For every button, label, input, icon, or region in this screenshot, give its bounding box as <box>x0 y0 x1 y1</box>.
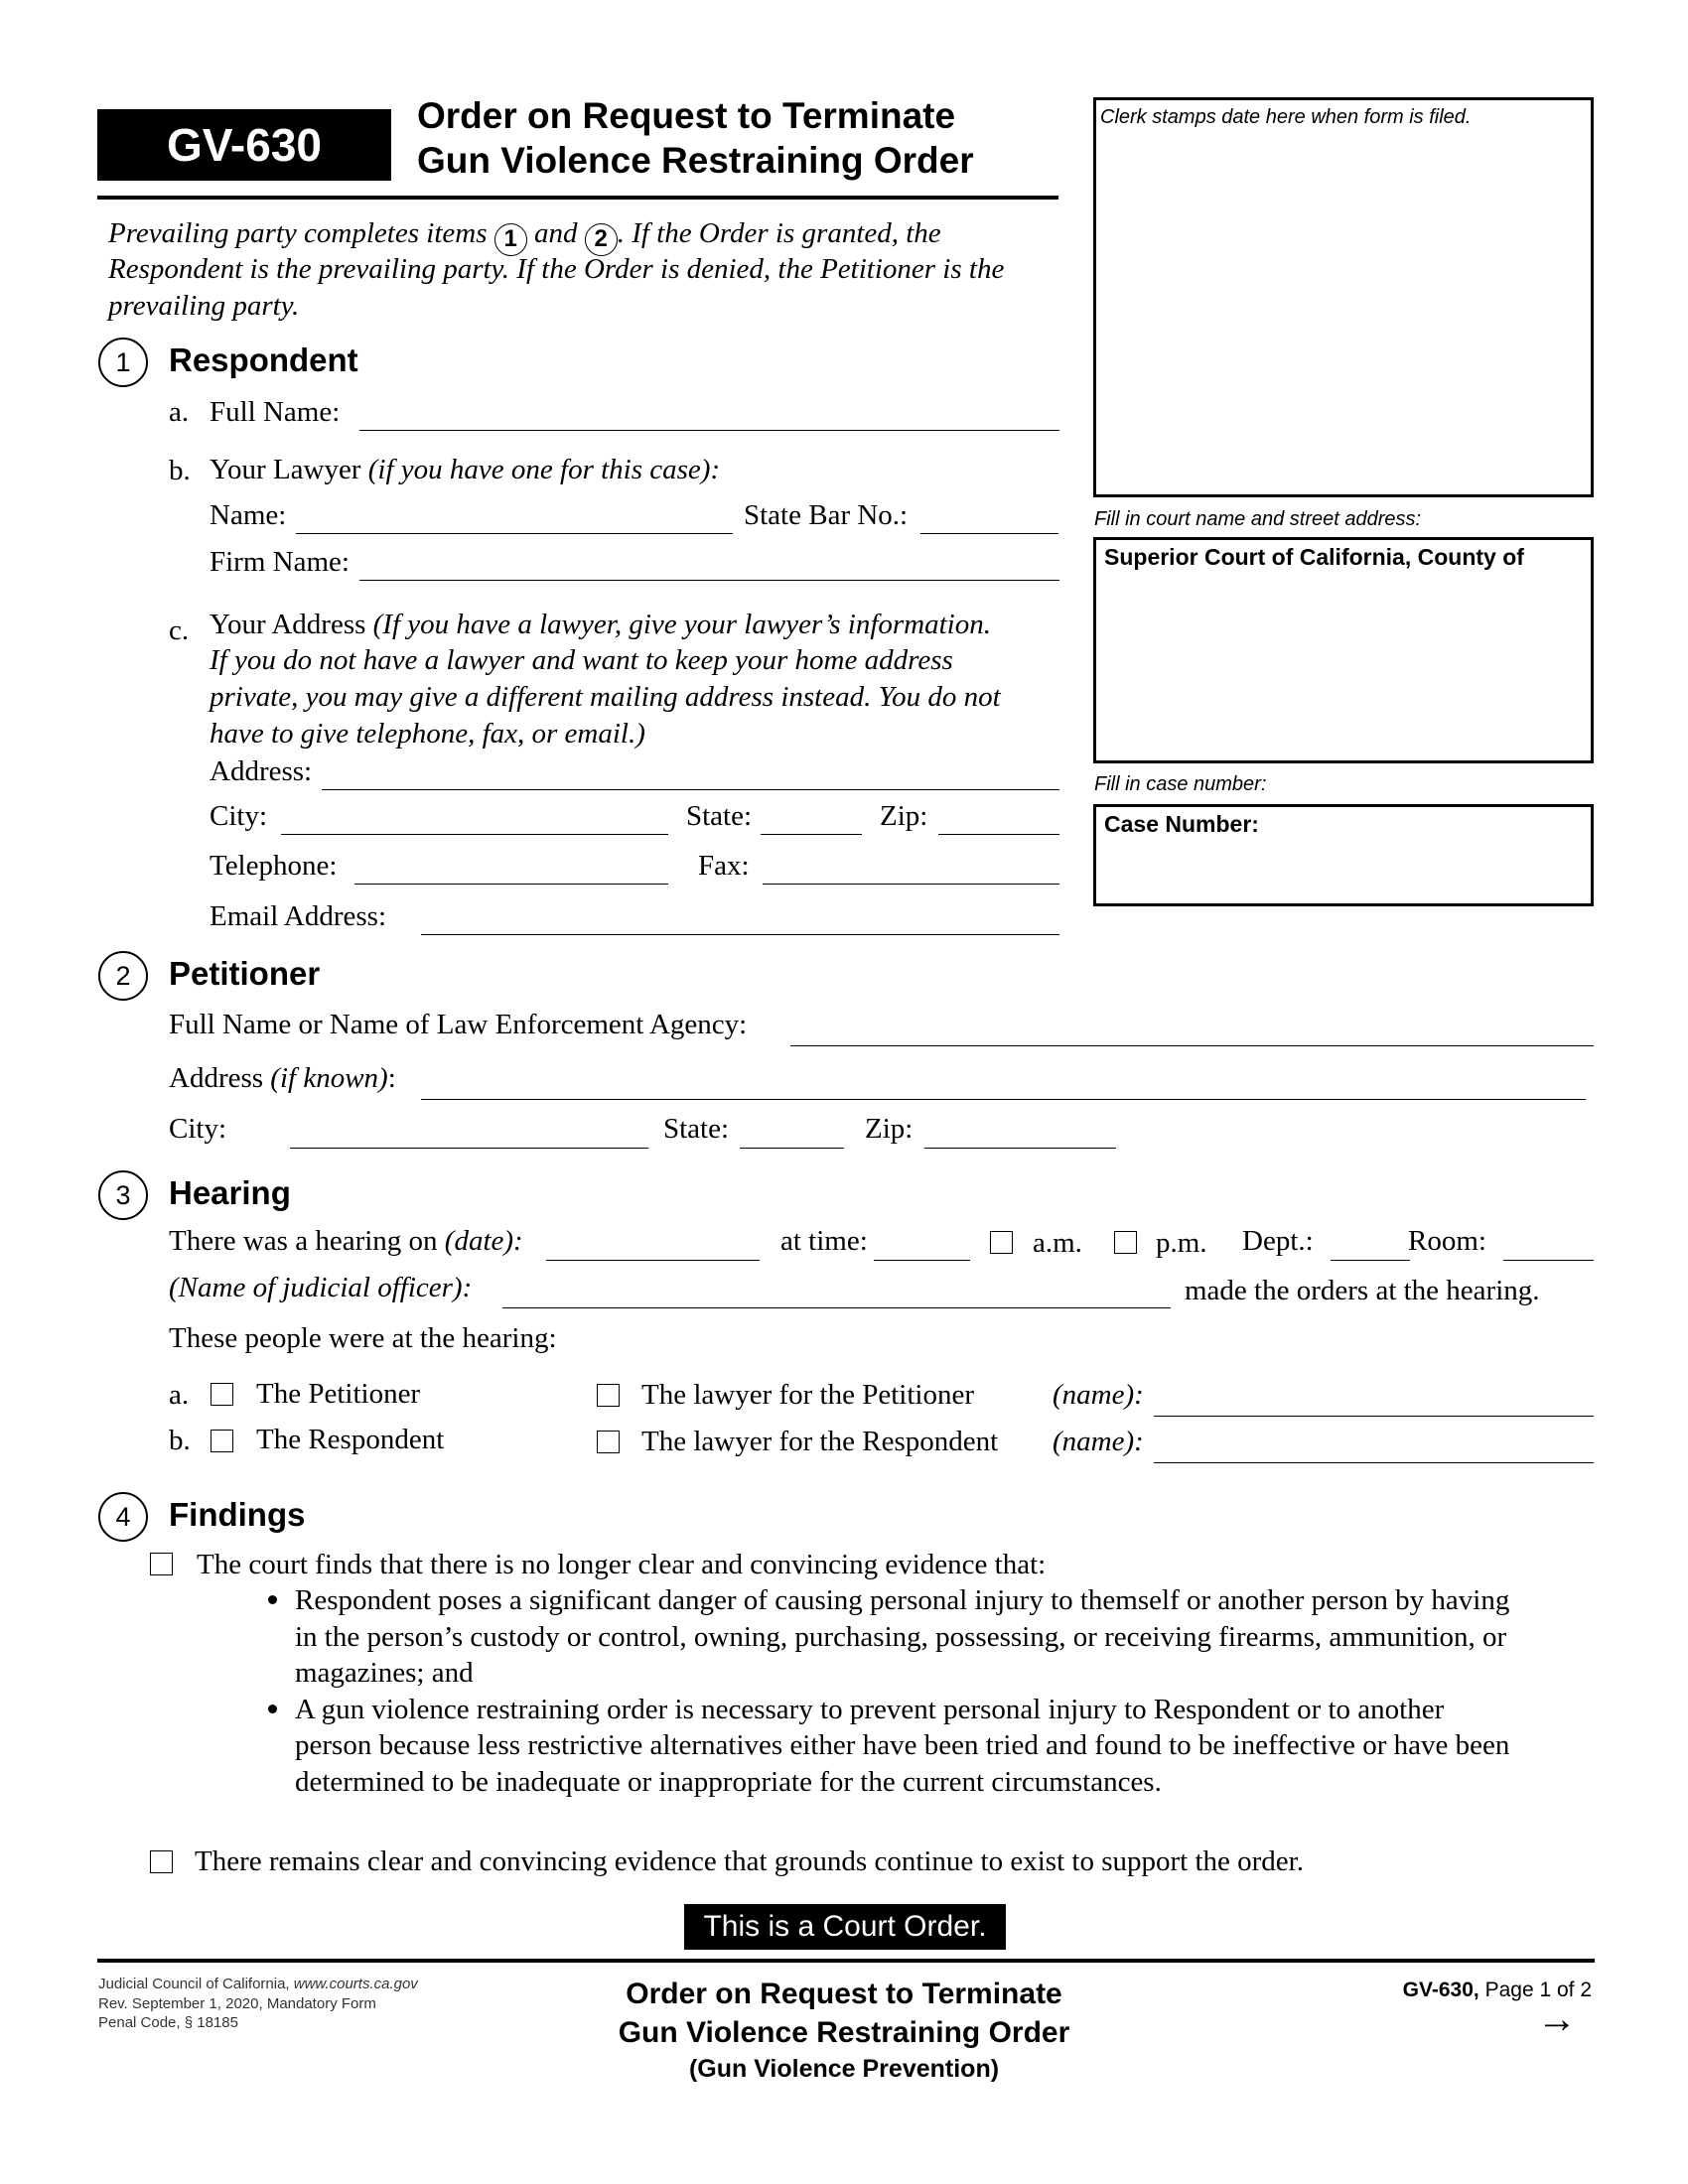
dept-label: Dept.: <box>1242 1225 1314 1257</box>
bullet-2-marker <box>268 1705 277 1713</box>
state-bar-input[interactable] <box>920 507 1058 531</box>
item-2-marker: 2 <box>585 223 618 256</box>
room-label: Room: <box>1408 1225 1486 1257</box>
header-rule <box>97 196 1058 200</box>
address-note-3: private, you may give a different mailing address instead. You do not <box>210 681 1001 713</box>
footer-rule <box>97 1959 1595 1963</box>
petitioner-city-input[interactable] <box>290 1122 648 1146</box>
fax-input[interactable] <box>763 858 1059 882</box>
respondent-present-checkbox[interactable] <box>211 1430 233 1452</box>
attendee-b-letter: b. <box>169 1425 191 1456</box>
intro-line-3: prevailing party. <box>108 290 300 322</box>
respondent-city-line <box>281 834 668 835</box>
respondent-address-label: Address: <box>210 755 313 787</box>
respondent-state-input[interactable] <box>761 808 862 832</box>
am-checkbox[interactable] <box>990 1231 1013 1254</box>
lawyer-heading <box>210 453 720 486</box>
firm-name-input[interactable] <box>359 554 1059 578</box>
bullet-1-marker <box>268 1595 277 1604</box>
lawyer-petitioner-checkbox[interactable] <box>597 1384 620 1407</box>
lawyer-petitioner-name-line <box>1154 1416 1594 1417</box>
address-note-4: have to give telephone, fax, or email.) <box>210 718 645 750</box>
lawyer-respondent-name-note: (name): <box>1053 1426 1144 1457</box>
petitioner-state-label: State: <box>663 1113 730 1145</box>
lawyer-respondent-checkbox[interactable] <box>597 1431 620 1453</box>
footer-council-line <box>98 1976 418 1992</box>
hearing-date-line <box>546 1260 760 1261</box>
petitioner-full-name-line <box>790 1045 1594 1046</box>
email-input[interactable] <box>421 908 1059 932</box>
finding-evidence-remains-text: There remains clear and convincing evidence that grounds continue to exist to support the order. <box>195 1845 1304 1877</box>
footer-revision: Rev. September 1, 2020, Mandatory Form <box>98 1995 376 2012</box>
case-number-label: Case Number: <box>1104 811 1259 837</box>
respondent-zip-label: Zip: <box>880 800 928 832</box>
lawyer-name-input[interactable] <box>296 507 733 531</box>
firm-name-label: Firm Name: <box>210 546 350 578</box>
petitioner-full-name-label: Full Name or Name of Law Enforcement Agency: <box>169 1009 748 1040</box>
hearing-date-note: (date): <box>444 1225 523 1257</box>
section-3-number: 3 <box>98 1170 148 1220</box>
petitioner-zip-input[interactable] <box>924 1122 1116 1146</box>
judicial-officer-label: (Name of judicial officer): <box>169 1272 473 1303</box>
petitioner-address-input[interactable] <box>421 1073 1586 1097</box>
respondent-zip-line <box>938 834 1059 835</box>
bullet-2-line-3: determined to be inadequate or inappropriate for the current circumstances. <box>295 1766 1162 1798</box>
lawyer-label: Your Lawyer <box>210 454 361 485</box>
lawyer-petitioner-name-input[interactable] <box>1154 1390 1594 1414</box>
petitioner-city-label: City: <box>169 1113 227 1145</box>
petitioner-address-label: Address <box>169 1062 264 1094</box>
footer-title-line3: (Gun Violence Prevention) <box>688 2055 1000 2083</box>
state-bar-line <box>920 533 1058 534</box>
bullet-2-line-2: person because less restrictive alternatives either have been tried and found to be ineffective or have been <box>295 1729 1510 1761</box>
respondent-city-input[interactable] <box>281 808 668 832</box>
court-order-banner: This is a Court Order. <box>684 1904 1006 1950</box>
judicial-officer-line <box>502 1307 1171 1308</box>
hearing-time-line <box>874 1260 970 1261</box>
address-note-2: If you do not have a lawyer and want to keep your home address <box>210 644 953 676</box>
form-id-badge: GV-630 <box>97 109 391 181</box>
section-4-title: Findings <box>169 1496 306 1533</box>
hearing-date-input[interactable] <box>546 1234 760 1258</box>
footer-title-line1: Order on Request to Terminate <box>626 1978 1062 2010</box>
item-1b-letter: b. <box>169 455 191 486</box>
room-input[interactable] <box>1503 1234 1594 1258</box>
section-2-title: Petitioner <box>169 955 321 992</box>
next-page-arrow-icon[interactable]: → <box>1537 1997 1577 2041</box>
lawyer-respondent-label: The lawyer for the Respondent <box>641 1426 999 1457</box>
people-at-hearing-label: These people were at the hearing: <box>169 1322 557 1354</box>
hearing-date-label-group <box>169 1224 523 1258</box>
pm-checkbox[interactable] <box>1114 1231 1137 1254</box>
respondent-full-name-line <box>359 430 1059 431</box>
finding-evidence-remains-checkbox[interactable] <box>150 1850 173 1873</box>
petitioner-state-input[interactable] <box>740 1122 844 1146</box>
petitioner-full-name-input[interactable] <box>790 1020 1594 1043</box>
clerk-stamp-label: Clerk stamps date here when form is filed. <box>1100 106 1472 128</box>
section-4-number: 4 <box>98 1492 148 1542</box>
respondent-city-label: City: <box>210 800 268 832</box>
address-heading: Your Address <box>210 609 366 640</box>
email-line <box>421 934 1059 935</box>
intro-text-a: Prevailing party completes items <box>108 217 488 249</box>
dept-line <box>1331 1260 1410 1261</box>
form-title-line2: Gun Violence Restraining Order <box>417 140 974 181</box>
petitioner-city-line <box>290 1148 648 1149</box>
firm-name-line <box>359 580 1059 581</box>
bullet-1-line-1: Respondent poses a significant danger of causing personal injury to themself or another person by having <box>295 1584 1510 1616</box>
petitioner-address-colon: : <box>387 1062 396 1094</box>
respondent-full-name-label: Full Name: <box>210 396 341 428</box>
state-bar-label: State Bar No.: <box>744 499 909 531</box>
lawyer-respondent-name-input[interactable] <box>1154 1436 1594 1460</box>
footer-code: Penal Code, § 18185 <box>98 2014 238 2031</box>
telephone-label: Telephone: <box>210 850 338 882</box>
respondent-state-line <box>761 834 862 835</box>
petitioner-present-checkbox[interactable] <box>211 1383 233 1406</box>
bullet-2-line-1: A gun violence restraining order is necessary to prevent personal injury to Respondent or to another <box>295 1694 1445 1725</box>
lawyer-petitioner-label: The lawyer for the Petitioner <box>641 1379 974 1411</box>
address-note-1: (If you have a lawyer, give your lawyer’s information. <box>372 609 991 640</box>
email-label: Email Address: <box>210 900 387 932</box>
case-number-instruction: Fill in case number: <box>1094 773 1267 795</box>
telephone-line <box>354 884 668 885</box>
section-1-title: Respondent <box>169 341 358 378</box>
footer-form-id: GV-630, <box>1402 1979 1479 2001</box>
petitioner-present-label: The Petitioner <box>256 1378 421 1410</box>
made-orders-text: made the orders at the hearing. <box>1185 1275 1540 1306</box>
lawyer-respondent-name-line <box>1154 1462 1594 1463</box>
judicial-officer-input[interactable] <box>502 1282 1171 1305</box>
dept-input[interactable] <box>1331 1234 1410 1258</box>
footer-council: Judicial Council of California, <box>98 1976 290 1992</box>
court-name-instruction: Fill in court name and street address: <box>1094 508 1422 530</box>
hearing-on-label: There was a hearing on <box>169 1225 438 1257</box>
respondent-state-label: State: <box>686 800 753 832</box>
petitioner-address-note: (if known) <box>270 1062 388 1094</box>
intro-text-and: and <box>533 217 578 249</box>
case-number-box[interactable] <box>1093 804 1594 906</box>
court-name-text: Superior Court of California, County of <box>1104 544 1524 570</box>
finding-no-evidence-checkbox[interactable] <box>150 1553 173 1575</box>
lawyer-name-line <box>296 533 733 534</box>
section-2-number: 2 <box>98 951 148 1001</box>
hearing-time-label: at time: <box>780 1225 868 1257</box>
footer-title-line2: Gun Violence Restraining Order <box>618 2016 1070 2049</box>
respondent-address-line <box>322 789 1059 790</box>
respondent-zip-input[interactable] <box>938 808 1059 832</box>
respondent-address-input[interactable] <box>322 763 1059 787</box>
address-heading-line1 <box>210 608 991 641</box>
fax-line <box>763 884 1059 885</box>
room-line <box>1503 1260 1594 1261</box>
intro-text-b: . If the Order is granted, the <box>617 217 941 249</box>
intro-line-1 <box>108 215 941 256</box>
respondent-present-label: The Respondent <box>256 1424 445 1455</box>
fax-label: Fax: <box>698 850 750 882</box>
finding-no-evidence-text: The court finds that there is no longer clear and convincing evidence that: <box>197 1549 1047 1580</box>
lawyer-petitioner-name-note: (name): <box>1053 1379 1144 1411</box>
section-1-number: 1 <box>98 338 148 387</box>
form-title-line1: Order on Request to Terminate <box>417 95 956 136</box>
item-1-marker: 1 <box>494 223 527 256</box>
bullet-1-line-3: magazines; and <box>295 1657 474 1689</box>
item-1a-letter: a. <box>169 396 190 428</box>
respondent-full-name-input[interactable] <box>359 404 1059 428</box>
lawyer-note: (if you have one for this case): <box>367 454 721 485</box>
intro-line-2: Respondent is the prevailing party. If the Order is denied, the Petitioner is the <box>108 253 1005 285</box>
attendee-a-letter: a. <box>169 1379 190 1411</box>
bullet-1-line-2: in the person’s custody or control, owning, purchasing, possessing, or receiving firearms, ammunition, or <box>295 1621 1507 1653</box>
am-label: a.m. <box>1033 1227 1082 1259</box>
section-3-title: Hearing <box>169 1174 291 1211</box>
petitioner-address-line <box>421 1099 1586 1100</box>
footer-website-link[interactable]: www.courts.ca.gov <box>293 1976 418 1992</box>
petitioner-state-line <box>740 1148 844 1149</box>
petitioner-zip-line <box>924 1148 1116 1149</box>
lawyer-name-label: Name: <box>210 499 287 531</box>
clerk-stamp-box[interactable] <box>1093 97 1594 497</box>
item-1c-letter: c. <box>169 614 190 646</box>
telephone-input[interactable] <box>354 858 668 882</box>
footer-page-number: Page 1 of 2 <box>1484 1979 1592 2001</box>
pm-label: p.m. <box>1156 1227 1207 1259</box>
petitioner-zip-label: Zip: <box>865 1113 914 1145</box>
petitioner-address-label-group <box>169 1061 396 1095</box>
hearing-time-input[interactable] <box>874 1234 970 1258</box>
court-name-box[interactable] <box>1093 537 1594 763</box>
